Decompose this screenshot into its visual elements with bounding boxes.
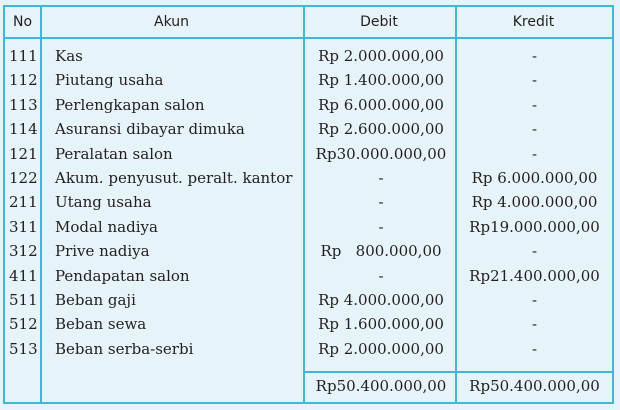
debit-amount: Rp 1.600.000,00: [318, 315, 444, 334]
table-row: [5, 288, 612, 313]
kredit-amount: -: [531, 339, 538, 358]
kredit-amount: Rp 4.000.000,00: [471, 193, 598, 212]
account-number: 112: [9, 71, 38, 90]
kredit-amount: -: [531, 47, 538, 65]
kredit-amount: -: [531, 242, 538, 261]
account-name: Pendapatan salon: [55, 266, 190, 285]
totals-row: [5, 371, 612, 402]
kredit-amount: -: [531, 315, 538, 334]
debit-amount: Rp 6.000.000,00: [318, 95, 444, 114]
kredit-amount: -: [531, 120, 538, 139]
header-divider: [5, 37, 612, 39]
total-debit: Rp50.400.000,00: [315, 377, 447, 395]
table-row: [5, 44, 612, 69]
table-row: [5, 166, 612, 191]
table-row: [5, 239, 612, 264]
debit-amount: -: [378, 266, 384, 285]
debit-amount: Rp30.000.000,00: [315, 144, 447, 163]
account-name: Peralatan salon: [55, 144, 173, 163]
table-row: [5, 68, 612, 93]
table-row: [5, 93, 612, 118]
account-number: 513: [9, 339, 38, 358]
account-number: 512: [9, 315, 38, 334]
debit-amount: Rp 1.400.000,00: [318, 71, 444, 90]
account-number: 312: [9, 242, 38, 261]
account-name: Perlengkapan salon: [55, 95, 205, 114]
account-number: 411: [9, 266, 38, 285]
account-name: Akum. penyusut. peralt. kantor: [55, 169, 293, 187]
kredit-amount: -: [531, 95, 538, 114]
account-name: Beban sewa: [55, 315, 147, 334]
debit-amount: Rp 2.000.000,00: [318, 339, 444, 358]
kredit-amount: -: [531, 71, 538, 90]
kredit-amount: Rp19.000.000,00: [469, 217, 600, 236]
header-no: No: [12, 14, 33, 30]
trial-balance-table: [3, 5, 614, 404]
debit-amount: -: [378, 217, 384, 236]
header-akun: Akun: [154, 14, 189, 30]
kredit-amount: -: [531, 144, 538, 163]
table-row: [5, 117, 612, 142]
account-number: 114: [9, 120, 38, 139]
debit-amount: Rp 2.600.000,00: [318, 120, 444, 139]
account-name: Piutang usaha: [55, 71, 164, 90]
debit-amount: -: [378, 169, 384, 187]
account-number: 113: [9, 95, 38, 114]
kredit-amount: Rp 6.000.000,00: [471, 169, 598, 187]
debit-amount: Rp 800.000,00: [320, 242, 442, 261]
account-name: Prive nadiya: [55, 242, 150, 261]
total-kredit: Rp50.400.000,00: [469, 377, 600, 395]
table-row: [5, 190, 612, 215]
kredit-amount: -: [531, 291, 538, 309]
header-debit: Debit: [360, 14, 398, 30]
account-name: Beban gaji: [55, 291, 136, 309]
debit-amount: Rp 2.000.000,00: [318, 47, 444, 65]
account-number: 122: [9, 169, 38, 187]
debit-amount: Rp 4.000.000,00: [318, 291, 444, 309]
kredit-amount: Rp21.400.000,00: [469, 266, 600, 285]
table-row: [5, 312, 612, 337]
account-number: 211: [9, 193, 38, 212]
account-number: 111: [9, 47, 38, 65]
account-number: 511: [9, 291, 38, 309]
account-name: Modal nadiya: [55, 217, 158, 236]
account-name: Utang usaha: [55, 193, 152, 212]
table-row: [5, 215, 612, 240]
header-kredit: Kredit: [512, 14, 555, 30]
table-row: [5, 337, 612, 362]
account-number: 311: [9, 217, 38, 236]
debit-amount: -: [378, 193, 384, 212]
table-row: [5, 264, 612, 289]
account-name: Asuransi dibayar dimuka: [55, 120, 245, 139]
table-row: [5, 142, 612, 167]
account-name: Beban serba-serbi: [55, 339, 194, 358]
account-number: 121: [9, 144, 38, 163]
account-name: Kas: [55, 47, 83, 65]
